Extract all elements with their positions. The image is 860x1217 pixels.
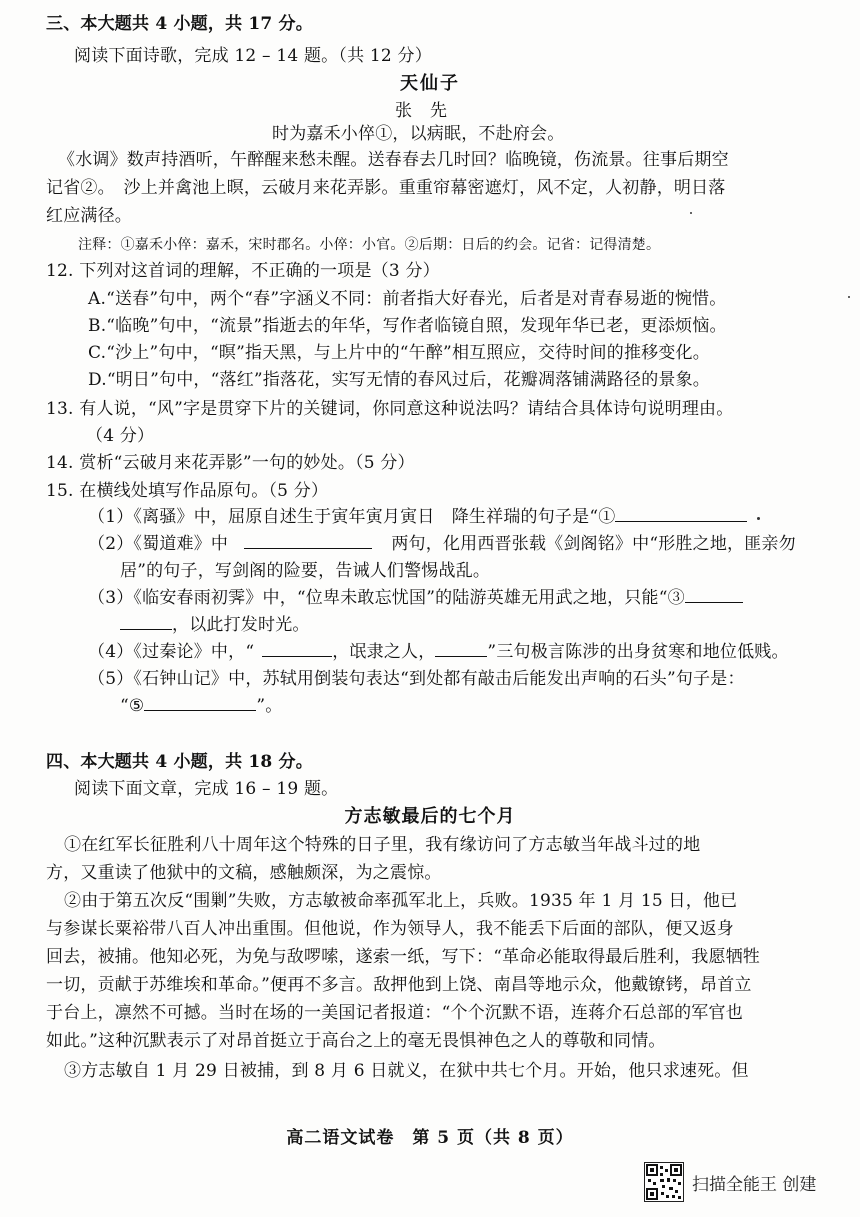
answer-blank-1[interactable] xyxy=(615,505,747,522)
poem-notes: 注释：①嘉禾小倅：嘉禾，宋时郡名。小倅：小官。②后期：日后的约会。记省：记得清楚。 xyxy=(78,237,661,253)
poem-line-1: 《水调》数声持酒听，午醉醒来愁未醒。送春春去几时回？临晚镜，伤流景。往事后期空 xyxy=(58,150,729,170)
section4-instruction: 阅读下面文章，完成 16 – 19 题。 xyxy=(74,779,339,799)
scan-speck xyxy=(690,212,692,214)
poem-line-3: 红应满径。 xyxy=(46,206,132,226)
article-line-1: ①在红军长征胜利八十周年这个特殊的日子里，我有缘访问了方志敏当年战斗过的地 xyxy=(64,835,701,855)
q12-option-c: C.“沙上”句中，“暝”指天黑，与上片中的“午醉”相互照应，交待时间的推移变化。 xyxy=(88,343,710,363)
section3-instruction: 阅读下面诗歌，完成 12 – 14 题。（共 12 分） xyxy=(74,46,432,66)
q15-item-2-text-a: （2）《蜀道难》中 xyxy=(88,534,229,554)
article-line-3: ②由于第五次反“围剿”失败，方志敏被命率孤军北上，兵败。1935 年 1 月 15 日，他已 xyxy=(64,891,738,911)
q13-stem: 13. 有人说，“风”字是贯穿下片的关键词，你同意这种说法吗？请结合具体诗句说明理由。 xyxy=(46,399,734,419)
section4-heading: 四、本大题共 4 小题，共 18 分。 xyxy=(46,752,313,772)
q12-option-d: D.“明日”句中，“落红”指落花，实写无情的春风过后，花瓣凋落铺满路径的景象。 xyxy=(88,370,710,390)
q15-item-3 xyxy=(88,586,743,610)
q12-option-a: A.“送春”句中，两个“春”字涵义不同：前者指大好春光，后者是对青春易逝的惋惜。 xyxy=(88,289,727,309)
q15-item-4 xyxy=(88,640,789,664)
q15-item-4-text-a: （4）《过秦论》中，“ xyxy=(88,642,255,662)
answer-blank-3b[interactable] xyxy=(120,613,172,630)
q14-stem: 14. 赏析“云破月来花弄影”一句的妙处。（5 分） xyxy=(46,453,415,473)
q15-item-5-text-c: ”。 xyxy=(256,696,283,716)
scan-speck xyxy=(757,517,760,520)
article-line-8: 如此。”这种沉默表示了对昂首挺立于高台之上的毫无畏惧神色之人的尊敬和同情。 xyxy=(46,1031,666,1051)
q15-item-2-text-b: 两句，化用西晋张载《剑阁铭》中“形胜之地，匪亲勿 xyxy=(391,534,796,554)
q15-item-4-text-c: ”三句极言陈涉的出身贫寒和地位低贱。 xyxy=(487,642,789,662)
q15-item-3-text-a: （3）《临安春雨初霁》中，“位卑未敢忘忧国”的陆游英雄无用武之地，只能“③ xyxy=(88,588,685,608)
article-title: 方志敏最后的七个月 xyxy=(344,806,516,827)
answer-blank-4b[interactable] xyxy=(435,640,487,657)
article-line-5: 回去，被捕。他知必死，为免与敌啰嗦，遂索一纸，写下：“革命必能取得最后胜利，我愿牺牲 xyxy=(46,947,761,967)
q15-item-5-cont xyxy=(120,694,282,718)
article-line-2: 方，又重读了他狱中的文稿，感触颇深，为之震惊。 xyxy=(46,863,442,883)
poem-title: 天仙子 xyxy=(400,73,460,94)
article-line-4: 与参谋长粟裕带八百人冲出重围。但他说，作为领导人，我不能丢下后面的部队，便又返身 xyxy=(46,919,734,939)
q15-item-2-cont: 居”的句子，写剑阁的险要，告诫人们警惕战乱。 xyxy=(120,561,491,581)
q15-item-3-cont xyxy=(120,613,310,637)
q15-item-3-text-b: ，以此打发时光。 xyxy=(172,615,310,635)
poem-author: 张先 xyxy=(395,101,465,121)
q15-item-1 xyxy=(88,505,747,529)
q12-stem: 12. 下列对这首词的理解，不正确的一项是（3 分） xyxy=(46,261,440,281)
q15-stem: 15. 在横线处填写作品原句。（5 分） xyxy=(46,481,329,501)
scanner-watermark: 扫描全能王 创建 xyxy=(692,1175,817,1195)
q15-item-5-text-b: “⑤ xyxy=(120,696,145,716)
q15-item-2 xyxy=(88,532,796,556)
article-line-6: 一切，贡献于苏维埃和革命。”便再不多言。敌押他到上饶、南昌等地示众，他戴镣铐，昂首立 xyxy=(46,975,752,995)
article-line-9: ③方志敏自 1 月 29 日被捕，到 8 月 6 日就义，在狱中共七个月。开始，他只求速死。但 xyxy=(64,1061,749,1081)
poem-preface: 时为嘉禾小倅①，以病眠，不赴府会。 xyxy=(272,124,565,144)
q12-option-b: B.“临晚”句中，“流景”指逝去的年华，写作者临镜自照，发现年华已老，更添烦恼。 xyxy=(88,316,727,336)
poem-line-2: 记省②。 沙上并禽池上暝，云破月来花弄影。重重帘幕密遮灯，风不定，人初静，明日落 xyxy=(46,178,726,198)
page-footer: 高二语文试卷 第 5 页（共 8 页） xyxy=(286,1128,574,1148)
answer-blank-3a[interactable] xyxy=(685,586,743,603)
q15-item-1-text: （1）《离骚》中，屈原自述生于寅年寅月寅日 降生祥瑞的句子是“① xyxy=(88,507,616,527)
section3-heading: 三、本大题共 4 小题，共 17 分。 xyxy=(46,14,313,34)
answer-blank-5[interactable] xyxy=(144,694,256,711)
answer-blank-4a[interactable] xyxy=(262,640,332,657)
answer-blank-2[interactable] xyxy=(244,532,372,549)
qr-code-icon xyxy=(644,1162,684,1202)
scan-speck xyxy=(848,296,850,298)
article-line-7: 于台上，凛然不可撼。当时在场的一美国记者报道：“个个沉默不语，连蒋介石总部的军官也 xyxy=(46,1003,743,1023)
q15-item-5: （5）《石钟山记》中，苏轼用倒装句表达“到处都有敲击后能发出声响的石头”句子是： xyxy=(88,669,745,689)
q13-score: （4 分） xyxy=(86,426,155,446)
q15-item-4-text-b: ，氓隶之人， xyxy=(332,642,436,662)
